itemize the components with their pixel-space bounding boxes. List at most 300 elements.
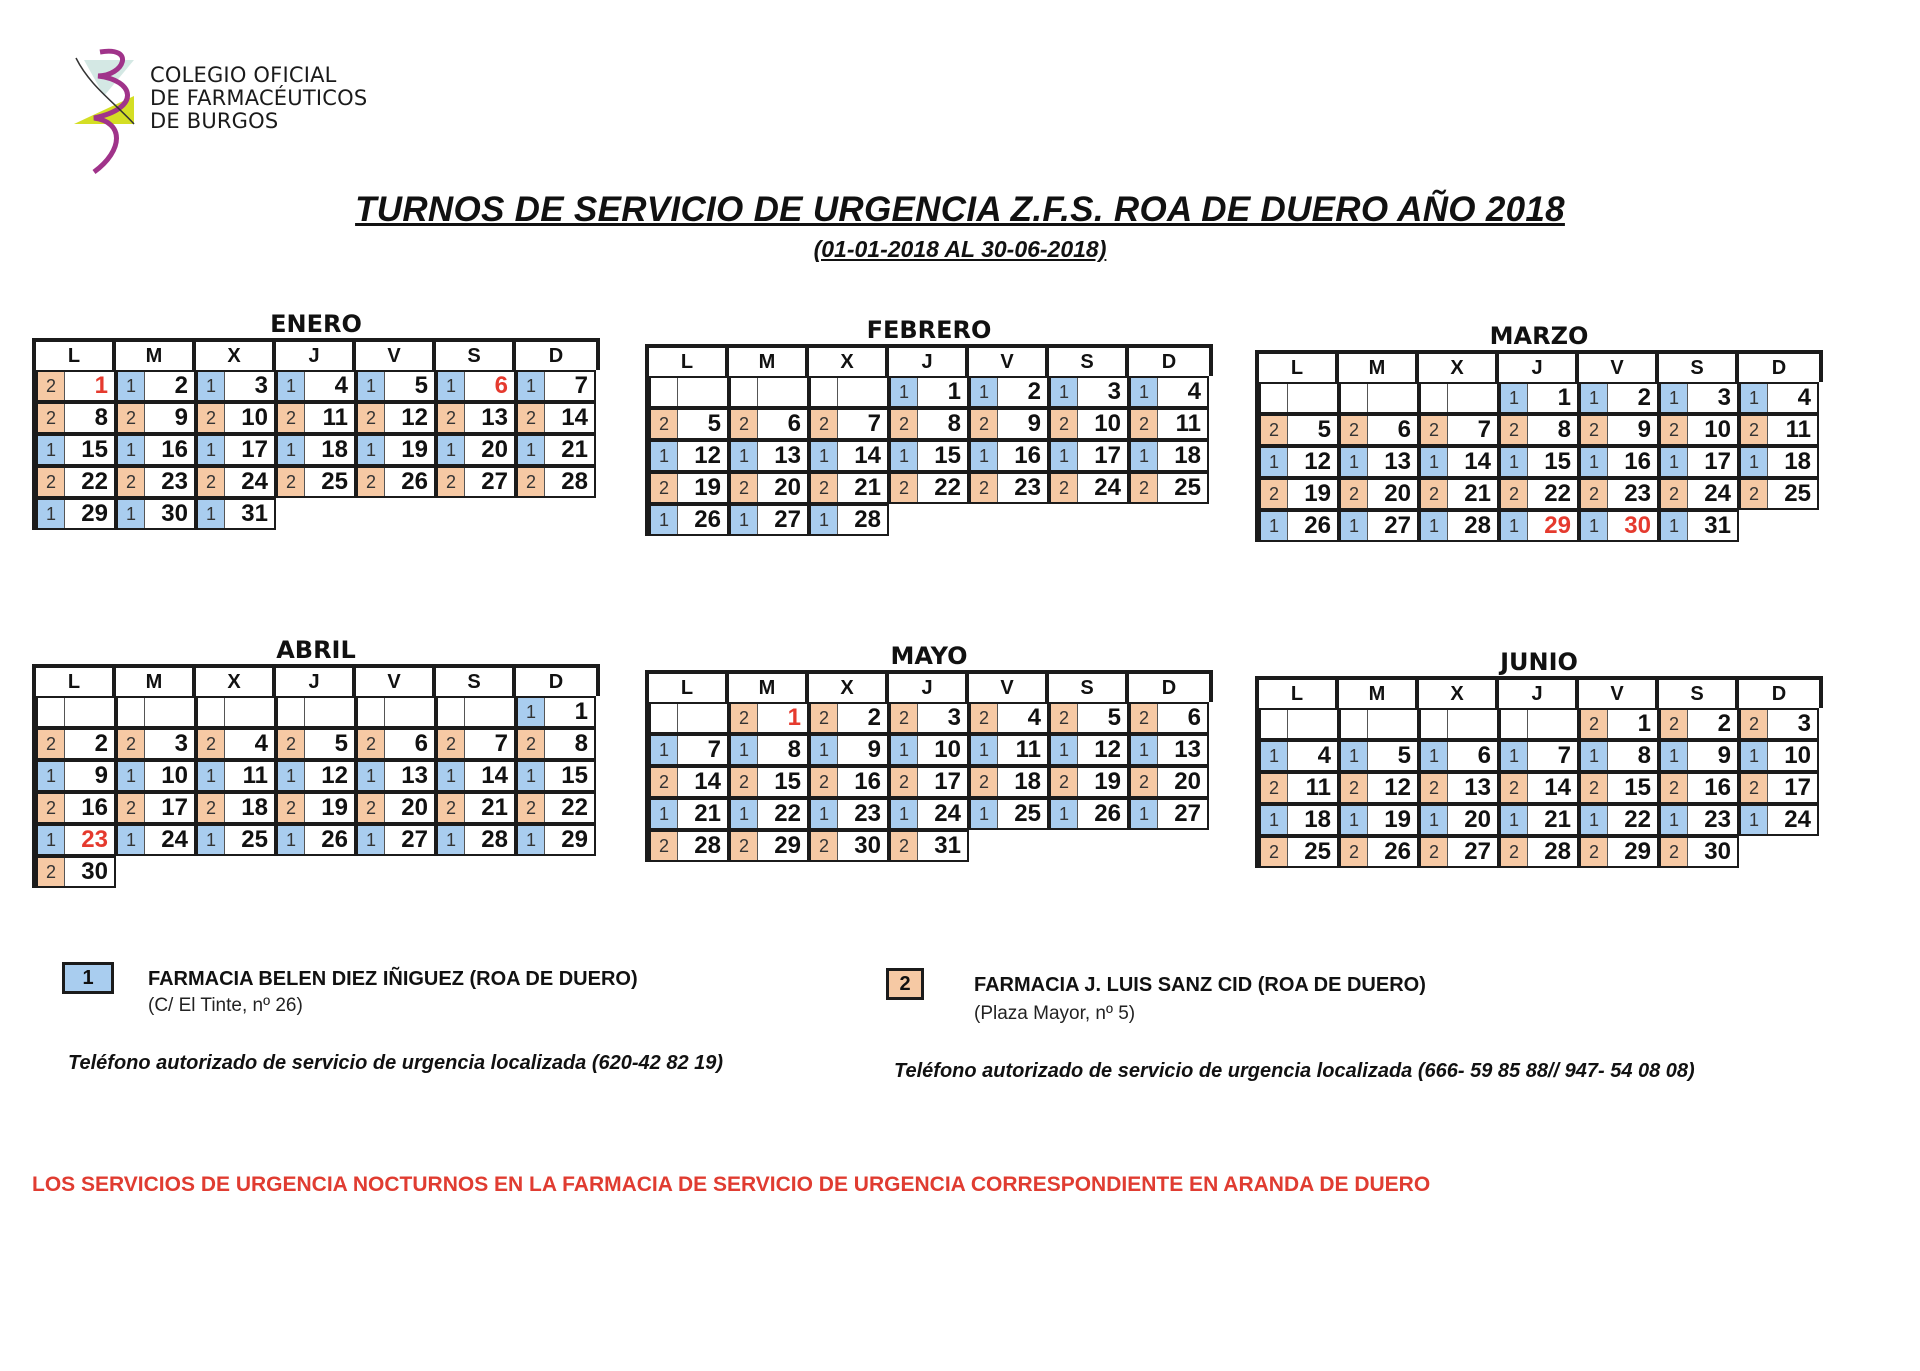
- weekday-header-row: [645, 670, 1213, 702]
- day-number: 8: [1557, 416, 1571, 443]
- pharmacy-turn-code: 2: [438, 468, 465, 496]
- pharmacy-turn-code: 1: [438, 372, 465, 400]
- day-empty: [1448, 710, 1497, 738]
- turn-empty: [731, 378, 758, 406]
- day-number: 8: [94, 404, 108, 431]
- day-number: 17: [1094, 442, 1121, 469]
- weekday-header: M: [1339, 680, 1419, 708]
- day-cell: [1659, 804, 1739, 836]
- weekday-header: D: [1161, 351, 1177, 373]
- day-number: 4: [1027, 704, 1041, 731]
- day-number: 4: [1317, 742, 1331, 769]
- day-cell: [116, 728, 196, 760]
- pharmacy-turn-code: 1: [278, 436, 305, 464]
- day-number: 6: [1477, 742, 1491, 769]
- day-number: 29: [561, 826, 588, 853]
- logo-line-2: DE FARMACÉUTICOS: [150, 86, 368, 110]
- day-cell: [649, 766, 729, 798]
- day-number: 25: [321, 468, 348, 495]
- pharmacy-turn-code: 1: [1741, 806, 1768, 834]
- pharmacy-turn-code: 1: [1131, 736, 1158, 764]
- pharmacy-turn-code: 2: [278, 730, 305, 758]
- day-number: 2: [1027, 378, 1041, 405]
- day-number: 30: [1704, 838, 1731, 865]
- day-number: 18: [1174, 442, 1201, 469]
- blank-slot: [436, 856, 516, 888]
- day-number: 19: [1094, 768, 1121, 795]
- pharmacy-turn-code: 2: [651, 832, 678, 860]
- weekday-header: X: [809, 348, 889, 376]
- day-number: 24: [241, 468, 268, 495]
- pharmacy-turn-code: 1: [1261, 512, 1288, 540]
- day-number: 9: [1717, 742, 1731, 769]
- day-empty: [145, 698, 194, 726]
- pharmacy-turn-code: 2: [438, 730, 465, 758]
- day-number: 26: [1384, 838, 1411, 865]
- day-number: 19: [321, 794, 348, 821]
- weekday-header: S: [1049, 348, 1129, 376]
- day-number: 10: [241, 404, 268, 431]
- pharmacy-turn-code: 1: [1741, 384, 1768, 412]
- blank-slot: [436, 498, 516, 530]
- day-number: 21: [481, 794, 508, 821]
- pharmacy-turn-code: 2: [1261, 838, 1288, 866]
- pharmacy-turn-code: 1: [811, 736, 838, 764]
- day-cell: [1049, 766, 1129, 798]
- day-cell: [516, 696, 596, 728]
- day-number: 15: [774, 768, 801, 795]
- pharmacy-turn-code: 2: [198, 468, 225, 496]
- day-cell: [1129, 734, 1209, 766]
- pharmacy-turn-code: 1: [1501, 384, 1528, 412]
- pharmacy-turn-code: 1: [971, 378, 998, 406]
- weekday-header: J: [1499, 680, 1579, 708]
- pharmacy-turn-code: 2: [1421, 416, 1448, 444]
- legend-name-2: FARMACIA J. LUIS SANZ CID (ROA DE DUERO): [974, 974, 1426, 996]
- day-cell: [969, 702, 1049, 734]
- day-number: 23: [854, 800, 881, 827]
- day-number: 14: [1464, 448, 1491, 475]
- weekday-header: J: [1499, 354, 1579, 382]
- pharmacy-turn-code: 2: [971, 704, 998, 732]
- day-cell: [729, 766, 809, 798]
- pharmacy-turn-code: 2: [731, 832, 758, 860]
- pharmacy-turn-code: 1: [891, 736, 918, 764]
- pharmacy-turn-code: 2: [731, 768, 758, 796]
- day-number: 16: [161, 436, 188, 463]
- weekday-header: V: [969, 348, 1049, 376]
- day-number: 3: [1797, 710, 1811, 737]
- day-empty: [1288, 710, 1337, 738]
- day-cell: [809, 734, 889, 766]
- day-cell: [1499, 414, 1579, 446]
- pharmacy-turn-code: 2: [1501, 480, 1528, 508]
- day-number: 8: [574, 730, 588, 757]
- day-number: 11: [1015, 736, 1041, 763]
- day-number: 15: [934, 442, 961, 469]
- weekday-header: X: [1419, 680, 1499, 708]
- day-number: 1: [574, 698, 588, 725]
- day-cell: [1049, 376, 1129, 408]
- week-row: [32, 728, 600, 760]
- empty-day-cell: [36, 696, 116, 728]
- day-cell: [1579, 804, 1659, 836]
- pharmacy-turn-code: 1: [651, 800, 678, 828]
- day-number: 30: [161, 500, 188, 527]
- day-cell: [1129, 702, 1209, 734]
- pharmacy-turn-code: 1: [1581, 512, 1608, 540]
- day-number: 21: [1464, 480, 1491, 507]
- day-cell: [1579, 510, 1659, 542]
- blank-slot: [516, 856, 596, 888]
- pharmacy-turn-code: 2: [438, 404, 465, 432]
- empty-day-cell: [356, 696, 436, 728]
- day-cell: [1129, 766, 1209, 798]
- logo-line-3: DE BURGOS: [150, 109, 279, 133]
- day-cell: [276, 824, 356, 856]
- day-cell: [809, 504, 889, 536]
- pharmacy-turn-code: 1: [118, 826, 145, 854]
- month-title: ENERO: [270, 310, 362, 338]
- pharmacy-turn-code: 1: [651, 442, 678, 470]
- day-number: 8: [787, 736, 801, 763]
- week-row: [1255, 708, 1823, 740]
- weekday-header: X: [1419, 354, 1499, 382]
- pharmacy-turn-code: 1: [1051, 378, 1078, 406]
- day-number: 27: [1464, 838, 1491, 865]
- weekday-header: X: [196, 668, 276, 696]
- week-row: [1255, 772, 1823, 804]
- weekday-header-row: [32, 338, 600, 370]
- day-number: 30: [854, 832, 881, 859]
- day-cell: [1419, 478, 1499, 510]
- empty-day-cell: [1419, 708, 1499, 740]
- pharmacy-turn-code: 1: [438, 762, 465, 790]
- pharmacy-turn-code: 1: [1421, 448, 1448, 476]
- blank-slot: [356, 498, 436, 530]
- weekday-header: L: [1259, 354, 1339, 382]
- day-number: 5: [1317, 416, 1331, 443]
- pharmacy-turn-code: 2: [198, 730, 225, 758]
- week-row: [32, 402, 600, 434]
- day-cell: [889, 766, 969, 798]
- day-cell: [436, 466, 516, 498]
- day-number: 21: [854, 474, 881, 501]
- day-number: 5: [707, 410, 721, 437]
- week-row: [645, 734, 1213, 766]
- day-cell: [1739, 382, 1819, 414]
- day-number: 7: [574, 372, 588, 399]
- day-cell: [889, 472, 969, 504]
- day-number: 12: [694, 442, 721, 469]
- weekday-header: M: [1339, 354, 1419, 382]
- day-cell: [1739, 772, 1819, 804]
- day-cell: [276, 760, 356, 792]
- pharmacy-turn-code: 1: [118, 500, 145, 528]
- pharmacy-turn-code: 2: [278, 468, 305, 496]
- pharmacy-turn-code: 1: [971, 800, 998, 828]
- day-number: 25: [1304, 838, 1331, 865]
- pharmacy-turn-code: 2: [1261, 480, 1288, 508]
- day-cell: [1499, 478, 1579, 510]
- pharmacy-turn-code: 1: [1261, 806, 1288, 834]
- day-cell: [36, 856, 116, 888]
- day-empty: [1448, 384, 1497, 412]
- week-row: [32, 466, 600, 498]
- pharmacy-turn-code: 2: [971, 410, 998, 438]
- pharmacy-turn-code: 1: [278, 372, 305, 400]
- pharmacy-turn-code: 1: [38, 436, 65, 464]
- pharmacy-turn-code: 2: [1501, 838, 1528, 866]
- day-cell: [1739, 804, 1819, 836]
- pharmacy-turn-code: 2: [891, 832, 918, 860]
- week-row: [1255, 446, 1823, 478]
- weekday-header: J: [276, 668, 356, 696]
- turn-empty: [651, 704, 678, 732]
- pharmacy-turn-code: 2: [1341, 838, 1368, 866]
- day-empty: [758, 378, 807, 406]
- logo: [64, 46, 404, 176]
- weekday-header: V: [356, 342, 436, 370]
- day-number: 9: [174, 404, 188, 431]
- day-number: 1: [787, 704, 801, 731]
- day-number: 15: [81, 436, 108, 463]
- day-cell: [116, 370, 196, 402]
- pharmacy-turn-code: 2: [358, 404, 385, 432]
- day-cell: [36, 402, 116, 434]
- page-title: TURNOS DE SERVICIO DE URGENCIA Z.F.S. ROA DE DUERO AÑO 2018: [355, 190, 1565, 229]
- day-number: 25: [1784, 480, 1811, 507]
- pharmacy-turn-code: 2: [1131, 410, 1158, 438]
- day-number: 27: [401, 826, 428, 853]
- blank-slot: [1739, 836, 1819, 868]
- weekday-header: X: [196, 342, 276, 370]
- day-cell: [1579, 382, 1659, 414]
- week-row: [32, 856, 600, 888]
- pharmacy-turn-code: 1: [198, 436, 225, 464]
- pharmacy-turn-code: 1: [438, 436, 465, 464]
- day-cell: [649, 734, 729, 766]
- day-number: 13: [401, 762, 428, 789]
- day-cell: [1499, 772, 1579, 804]
- day-cell: [729, 798, 809, 830]
- pharmacy-turn-code: 1: [518, 436, 545, 464]
- pharmacy-turn-code: 1: [891, 378, 918, 406]
- day-cell: [1339, 478, 1419, 510]
- blank-slot: [1049, 504, 1129, 536]
- day-cell: [276, 728, 356, 760]
- day-number: 20: [774, 474, 801, 501]
- pharmacy-turn-code: 1: [358, 436, 385, 464]
- weekday-header: J: [889, 348, 969, 376]
- pharmacy-turn-code: 2: [518, 794, 545, 822]
- weekday-header: V: [356, 668, 436, 696]
- day-number: 12: [401, 404, 428, 431]
- day-cell: [889, 734, 969, 766]
- day-cell: [1259, 478, 1339, 510]
- pharmacy-turn-code: 1: [1501, 806, 1528, 834]
- day-cell: [1499, 446, 1579, 478]
- day-cell: [36, 466, 116, 498]
- pharmacy-turn-code: 2: [971, 768, 998, 796]
- day-cell: [356, 760, 436, 792]
- day-number: 27: [774, 506, 801, 533]
- weekday-header: J: [276, 342, 356, 370]
- day-number: 28: [561, 468, 588, 495]
- weekday-header-row: [645, 344, 1213, 376]
- day-cell: [196, 728, 276, 760]
- day-number: 14: [854, 442, 881, 469]
- day-number: 4: [334, 372, 348, 399]
- day-cell: [729, 702, 809, 734]
- legend-phone-2: Teléfono autorizado de servicio de urgencia localizada (666- 59 85 88// 947- 54 08 08): [894, 1060, 1695, 1082]
- day-cell: [276, 466, 356, 498]
- day-number: 29: [1544, 512, 1571, 539]
- day-number: 6: [1397, 416, 1411, 443]
- day-cell: [969, 440, 1049, 472]
- day-number: 6: [787, 410, 801, 437]
- day-number: 29: [81, 500, 108, 527]
- empty-day-cell: [1339, 708, 1419, 740]
- pharmacy-turn-code: 2: [731, 410, 758, 438]
- weekday-header: L: [649, 348, 729, 376]
- day-cell: [1419, 510, 1499, 542]
- day-number: 13: [774, 442, 801, 469]
- pharmacy-turn-code: 2: [891, 410, 918, 438]
- day-cell: [356, 434, 436, 466]
- day-cell: [1419, 836, 1499, 868]
- day-cell: [356, 824, 436, 856]
- turn-empty: [198, 698, 225, 726]
- day-number: 17: [241, 436, 268, 463]
- day-number: 25: [1014, 800, 1041, 827]
- pharmacy-turn-code: 1: [1661, 448, 1688, 476]
- day-number: 15: [561, 762, 588, 789]
- day-number: 31: [934, 832, 961, 859]
- logo-symbol-icon: [64, 46, 154, 176]
- pharmacy-turn-code: 1: [1661, 806, 1688, 834]
- day-number: 12: [321, 762, 348, 789]
- pharmacy-turn-code: 2: [811, 832, 838, 860]
- date-range-subtitle: (01-01-2018 AL 30-06-2018): [813, 236, 1107, 262]
- pharmacy-turn-code: 2: [1581, 416, 1608, 444]
- day-cell: [1049, 702, 1129, 734]
- day-number: 23: [1624, 480, 1651, 507]
- pharmacy-turn-code: 2: [38, 858, 65, 886]
- pharmacy-turn-code: 1: [1421, 742, 1448, 770]
- week-row: [32, 498, 600, 530]
- weekday-header: J: [889, 674, 969, 702]
- pharmacy-turn-code: 2: [278, 794, 305, 822]
- pharmacy-turn-code: 1: [1341, 742, 1368, 770]
- day-number: 26: [1304, 512, 1331, 539]
- day-number: 18: [241, 794, 268, 821]
- pharmacy-turn-code: 1: [278, 826, 305, 854]
- day-cell: [1659, 708, 1739, 740]
- empty-day-cell: [1339, 382, 1419, 414]
- day-number: 16: [1624, 448, 1651, 475]
- day-cell: [649, 472, 729, 504]
- legend-box-1: 1: [62, 962, 114, 994]
- pharmacy-turn-code: 1: [1501, 512, 1528, 540]
- day-number: 12: [1094, 736, 1121, 763]
- pharmacy-turn-code: 1: [198, 500, 225, 528]
- day-cell: [649, 798, 729, 830]
- pharmacy-turn-code: 2: [198, 404, 225, 432]
- day-number: 14: [1544, 774, 1571, 801]
- day-cell: [649, 408, 729, 440]
- day-number: 15: [1624, 774, 1651, 801]
- weekday-header: L: [1259, 680, 1339, 708]
- day-number: 11: [1305, 774, 1331, 801]
- pharmacy-turn-code: 1: [518, 698, 545, 726]
- day-cell: [1259, 772, 1339, 804]
- day-cell: [969, 472, 1049, 504]
- month-title: MARZO: [1489, 322, 1589, 350]
- day-cell: [1339, 804, 1419, 836]
- day-number: 23: [1704, 806, 1731, 833]
- turn-empty: [1501, 710, 1528, 738]
- day-cell: [1579, 772, 1659, 804]
- day-number: 20: [401, 794, 428, 821]
- weekday-header: S: [436, 668, 516, 696]
- pharmacy-turn-code: 2: [38, 404, 65, 432]
- pharmacy-turn-code: 2: [118, 468, 145, 496]
- day-number: 28: [854, 506, 881, 533]
- day-number: 12: [1304, 448, 1331, 475]
- day-number: 19: [1384, 806, 1411, 833]
- pharmacy-turn-code: 1: [278, 762, 305, 790]
- logo-line-1: COLEGIO OFICIAL: [150, 63, 337, 87]
- day-number: 11: [242, 762, 268, 789]
- day-cell: [1659, 836, 1739, 868]
- day-number: 6: [1187, 704, 1201, 731]
- weekday-header: D: [1771, 357, 1787, 379]
- day-number: 13: [1174, 736, 1201, 763]
- pharmacy-turn-code: 2: [1581, 774, 1608, 802]
- day-number: 24: [1094, 474, 1121, 501]
- day-cell: [1659, 772, 1739, 804]
- day-cell: [969, 376, 1049, 408]
- pharmacy-turn-code: 1: [198, 762, 225, 790]
- weekday-header: L: [36, 342, 116, 370]
- day-cell: [116, 792, 196, 824]
- pharmacy-turn-code: 2: [1261, 774, 1288, 802]
- weekday-header: V: [969, 674, 1049, 702]
- day-cell: [276, 402, 356, 434]
- day-cell: [1739, 740, 1819, 772]
- pharmacy-turn-code: 2: [1741, 710, 1768, 738]
- pharmacy-turn-code: 2: [358, 468, 385, 496]
- pharmacy-turn-code: 2: [731, 704, 758, 732]
- day-number: 14: [481, 762, 508, 789]
- weekday-header: X: [809, 674, 889, 702]
- day-empty: [225, 698, 274, 726]
- day-number: 20: [1384, 480, 1411, 507]
- day-number: 18: [1304, 806, 1331, 833]
- turn-empty: [1261, 710, 1288, 738]
- day-number: 25: [241, 826, 268, 853]
- day-cell: [516, 824, 596, 856]
- day-cell: [436, 402, 516, 434]
- pharmacy-turn-code: 2: [1501, 774, 1528, 802]
- weekday-header: S: [1659, 354, 1739, 382]
- pharmacy-turn-code: 2: [278, 404, 305, 432]
- day-number: 19: [401, 436, 428, 463]
- pharmacy-turn-code: 2: [1421, 838, 1448, 866]
- day-number: 3: [947, 704, 961, 731]
- day-number: 16: [854, 768, 881, 795]
